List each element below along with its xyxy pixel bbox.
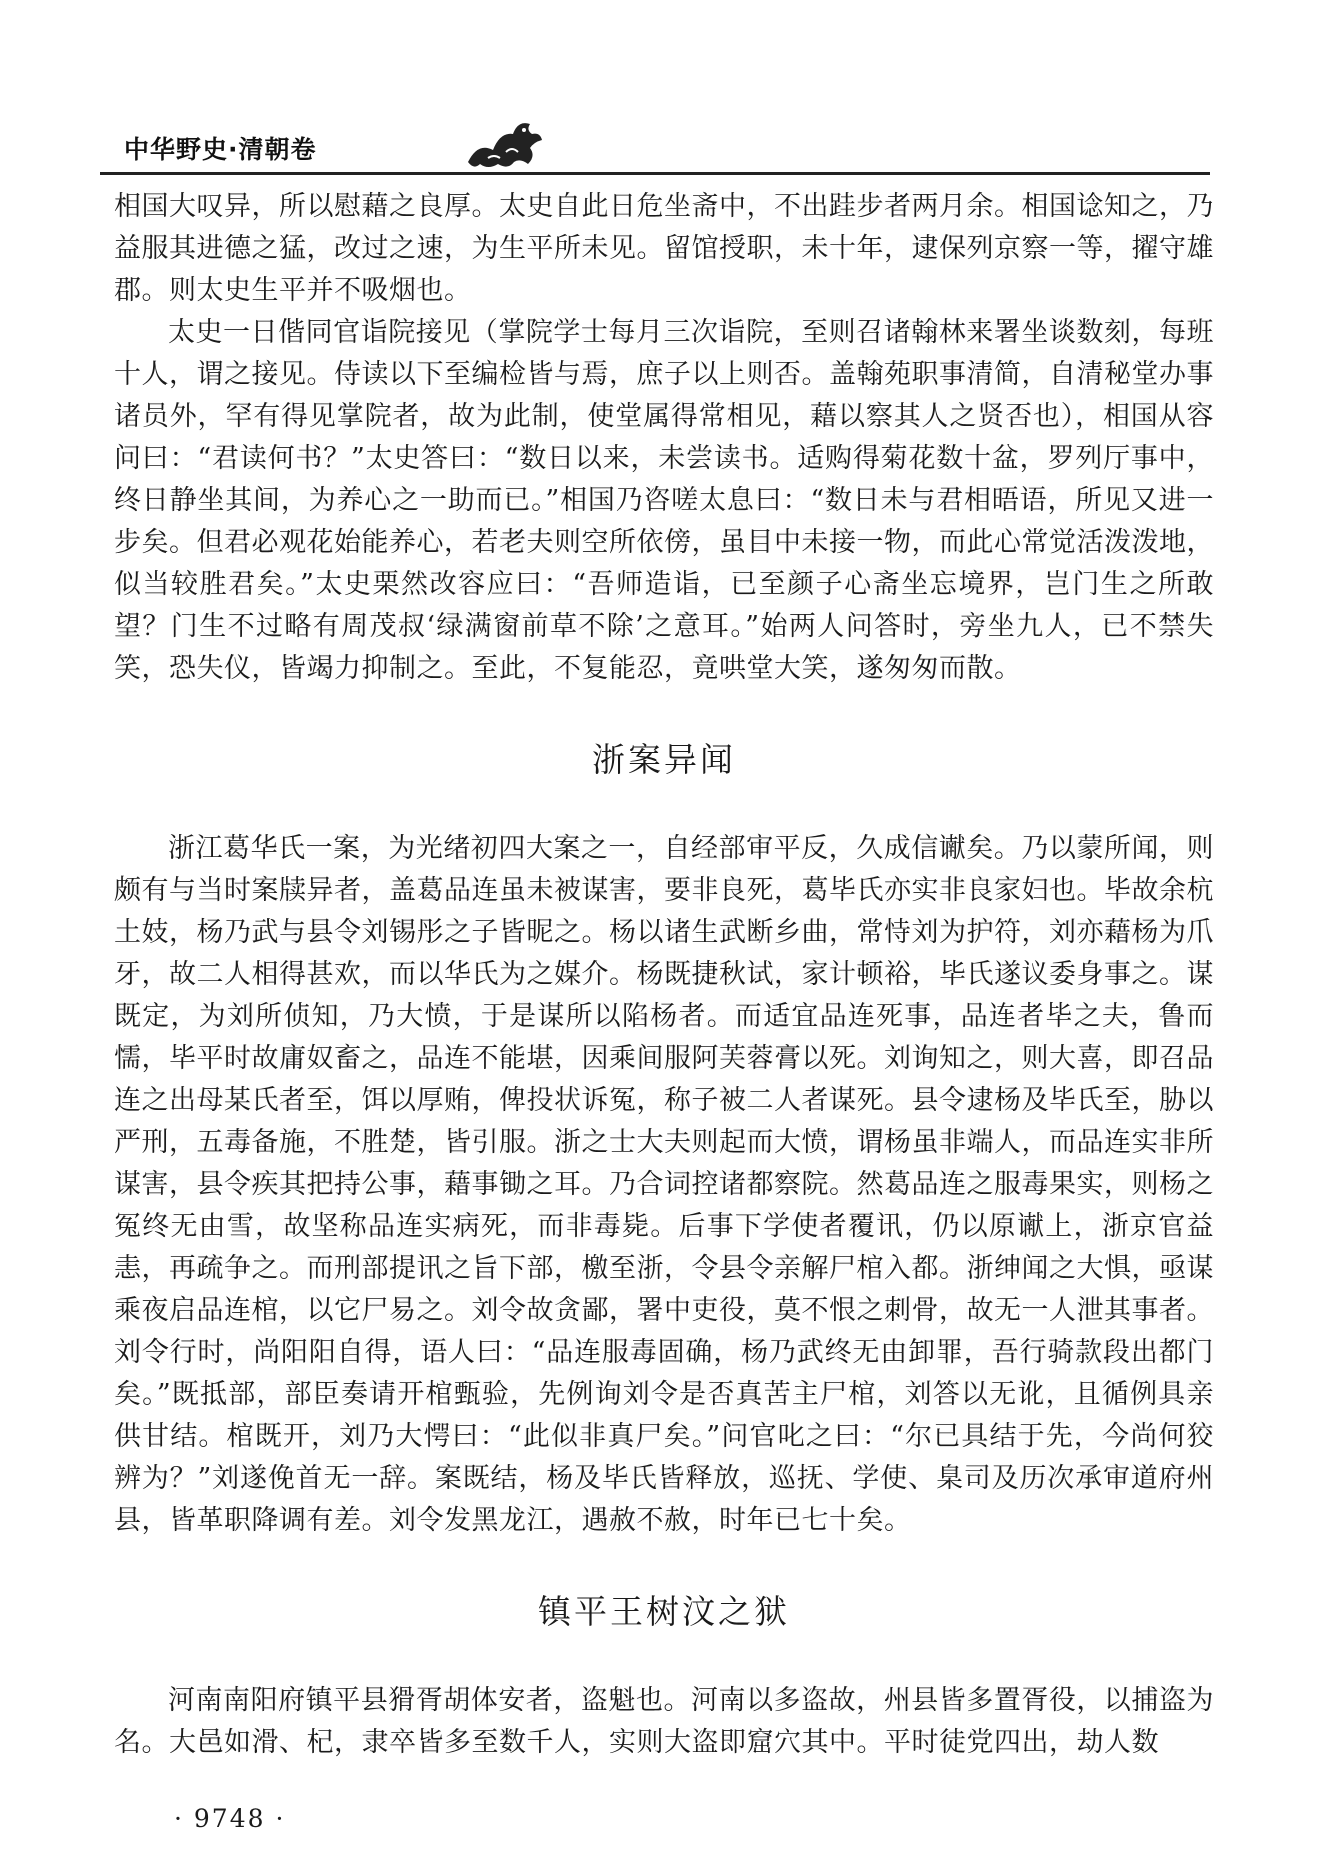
paragraph: 相国大叹异，所以慰藉之良厚。太史自此日危坐斋中，不出跬步者两月余。相国谂知之，乃益服其进德之猛，改过之速，为生平所未见。留馆授职，未十年，逮保列京察一等，擢守雄郡。则太史生平并不吸烟也。 [114, 191, 1214, 306]
paragraph: 浙江葛华氏一案，为光绪初四大案之一，自经部审平反，久成信谳矣。乃以蒙所闻，则颇有与当时案牍异者，盖葛品连虽未被谋害，要非良死，葛毕氏亦实非良家妇也。毕故余杭土妓，杨乃武与县令刘锡彤之子皆昵之。杨以诸生武断乡曲，常恃刘为护符，刘亦藉杨为爪牙，故二人相得甚欢，而以华氏为之媒介。杨既捷秋试，家计顿裕，毕氏遂议委身事之。谋既定，为刘所侦知，乃大愤，于是谋所以陷杨者。而适宜品连死事，品连者毕之夫，鲁而懦，毕平时故庸奴畜之，品连不能堪，因乘间服阿芙蓉膏以死。刘询知之，则大喜，即召品连之出母某氏者至，饵以厚贿，俾投状诉冤，称子被二人者谋死。县令逮杨及毕氏至，胁以严刑，五毒备施，不胜楚，皆引服。浙之士大夫则起而大愤，谓杨虽非端人，而品连实非所谋害，县令疾其把持公事，藉事锄之耳。乃合词控诸都察院。然葛品连之服毒果实，则杨之冤终无由雪，故坚称品连实病死，而非毒毙。后事下学使者覆讯，仍以原谳上，浙京官益恚，再疏争之。而刑部提讯之旨下部，檄至浙，令县令亲解尸棺入都。浙绅闻之大惧，亟谋乘夜启品连棺，以它尸易之。刘令故贪鄙，署中吏役，莫不恨之刺骨，故无一人泄其事者。刘令行时，尚阳阳自得，语人曰：“品连服毒固确，杨乃武终无由卸罪，吾行骑款段出都门矣。”既抵部，部臣奏请开棺甄验，先例询刘令是否真苦主尸棺，刘答以无讹，且循例具亲供甘结。棺既开，刘乃大愕曰：“此似非真尸矣。”问官叱之曰：“尔已具结于先，今尚何狡辨为？”刘遂俛首无一辞。案既结，杨及毕氏皆释放，巡抚、学使、臬司及历次承审道府州县，皆革职降调有差。刘令发黑龙江，遇赦不赦，时年已七十矣。 [114, 833, 1214, 1536]
dragon-emblem-icon [458, 112, 548, 172]
page-header [100, 112, 1200, 172]
paragraph: 太史一日偕同官诣院接见（掌院学士每月三次诣院，至则召诸翰林来署坐谈数刻，每班十人，谓之接见。侍读以下至编检皆与焉，庶子以上则否。盖翰苑职事清简，自清秘堂办事诸员外，罕有得见掌院者，故为此制，使堂属得常相见，藉以察其人之贤否也），相国从容问曰：“君读何书？”太史答曰：“数日以来，未尝读书。适购得菊花数十盆，罗列厅事中，终日静坐其间，为养心之一助而已。”相国乃咨嗟太息曰：“数日未与君相晤语，所见又进一步矣。但君必观花始能养心，若老夫则空所依傍，虽目中未接一物，而此心常觉活泼泼地，似当较胜君矣。”太史栗然改容应曰：“吾师造诣，已至颜子心斋坐忘境界，岂门生之所敢望？门生不过略有周茂叔‘绿满窗前草不除’之意耳。”始两人问答时，旁坐九人，已不禁失笑，恐失仪，皆竭力抑制之。至此，不复能忍，竟哄堂大笑，遂匆匆而散。 [114, 317, 1214, 684]
running-title: 中华野史·清朝卷 [124, 135, 317, 164]
paragraph: 河南南阳府镇平县猾胥胡体安者，盗魁也。河南以多盗故，州县皆多置胥役，以捕盗为名。大邑如滑、杞，隶卒皆多至数千人，实则大盗即窟穴其中。平时徒党四出，劫人数 [114, 1685, 1214, 1758]
section-title: 镇平王树汶之狱 [538, 1592, 790, 1631]
page-number: · 9748 · [174, 1804, 286, 1833]
section-title: 浙案异闻 [592, 740, 736, 779]
page-body [114, 186, 1214, 1764]
header-rule [100, 172, 1210, 175]
